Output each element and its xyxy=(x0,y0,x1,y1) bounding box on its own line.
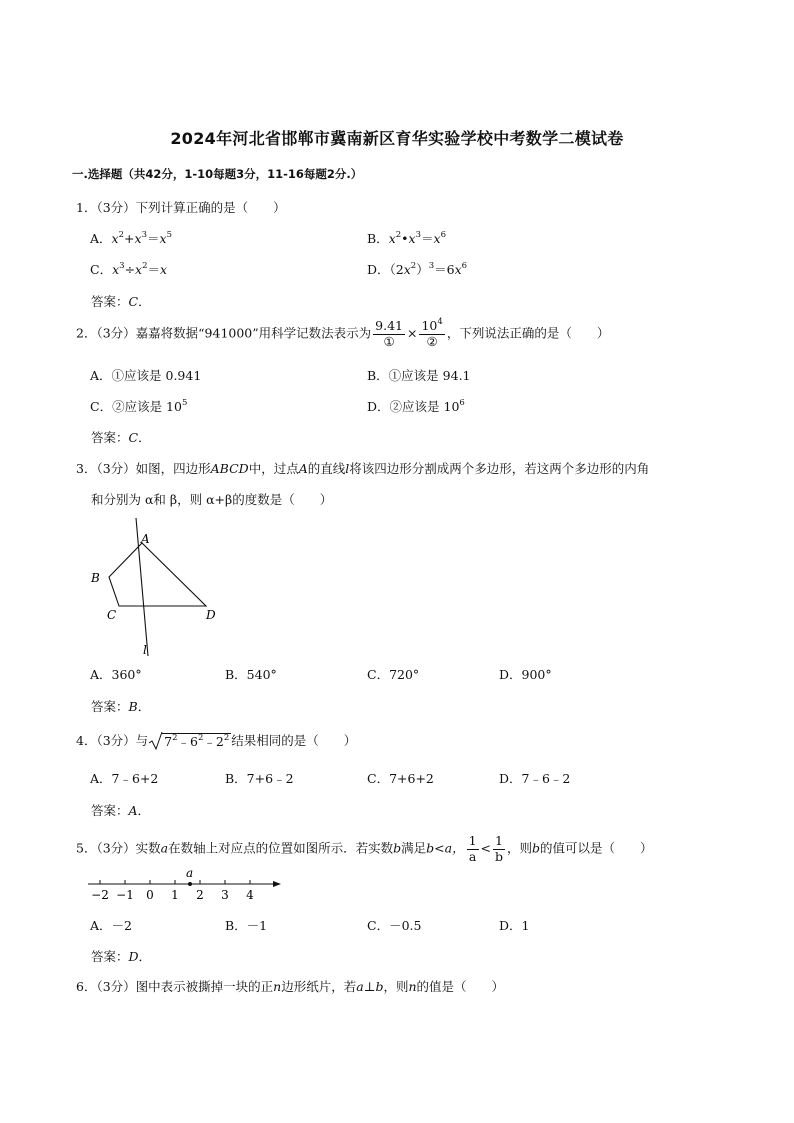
q1-answer: 答案：C． xyxy=(91,294,151,309)
q3-option-c: C．720° xyxy=(367,667,420,682)
fraction-10-power: $\frac{10^4}{\text{②}}$ xyxy=(421,317,443,349)
vertex-label-b: B xyxy=(91,571,100,585)
q1-option-a: A．$x^2+x^3=x^5$ xyxy=(90,230,172,246)
q4-answer: 答案：A． xyxy=(91,803,151,818)
q2-option-a: A．①应该是 0.941 xyxy=(90,368,202,383)
line-label-l: l xyxy=(143,643,147,657)
question-3-stem-line1: 3．（3分）如图，四边形ABCD中，过点A的直线l将该四边形分割成两个多边形，若这两个多边形的内角 xyxy=(76,461,650,476)
q4-option-c: C．7+6+2 xyxy=(367,771,434,786)
number-line-tick-label: 2 xyxy=(196,888,204,902)
question-1-stem: 1．（3分）下列计算正确的是（ ） xyxy=(76,200,286,215)
vertex-label-a: A xyxy=(141,532,150,546)
q4-option-a: A．7﹣6+2 xyxy=(90,771,159,786)
q1-option-b: B．$x^2•x^3=x^6$ xyxy=(367,230,447,246)
q1-option-d: D．$(2x^2)^3=6x^6$ xyxy=(367,261,468,277)
number-line-tick-label: 0 xyxy=(146,888,154,902)
question-3-stem-line2: 和分别为 α和 β，则 α+β的度数是（ ） xyxy=(91,492,333,507)
fraction-one-over-b: $\frac{1}{b}$ xyxy=(495,833,504,864)
number-line-tick-label: −2 xyxy=(91,888,109,902)
section-heading: 一.选择题（共42分，1-10每题3分，11-16每题2分.） xyxy=(72,167,363,181)
question-6-stem: 6．（3分）图中表示被撕掉一块的正n边形纸片，若a⊥b，则n的值是（ ） xyxy=(76,979,505,994)
number-line xyxy=(86,866,286,904)
point-a xyxy=(188,882,192,886)
fraction-one-over-a: $\frac{1}{a}$ xyxy=(468,833,477,864)
number-line-tick-label: −1 xyxy=(116,888,134,902)
q2-option-b: B．①应该是 94.1 xyxy=(367,368,471,383)
q5-option-a: A．－2 xyxy=(90,918,132,933)
q4-option-b: B．7+6﹣2 xyxy=(225,771,294,786)
number-line-tick-label: 3 xyxy=(221,888,229,902)
q3-option-a: A．360° xyxy=(90,667,142,682)
vertex-label-c: C xyxy=(107,608,117,622)
q5-option-c: C．－0.5 xyxy=(367,918,422,933)
q5-option-d: D．1 xyxy=(499,918,530,933)
fraction-9-41: $\frac{9.41}{\text{①}}$ xyxy=(375,318,403,349)
number-line-tick-label: 1 xyxy=(171,888,179,902)
q2-option-d: D．②应该是 $10^6$ xyxy=(367,398,465,414)
point-a-label: a xyxy=(186,866,194,880)
q5-option-b: B．－1 xyxy=(225,918,268,933)
q1-option-c: C．$x^3\div x^2=x$ xyxy=(90,261,168,277)
question-4-stem: 4．（3分）与 $7^2﹣6^2﹣2^2$ 结果相同的是（ ） xyxy=(76,733,357,749)
square-root-expression: $7^2﹣6^2﹣2^2$ xyxy=(148,733,231,750)
q3-answer: 答案：B． xyxy=(91,699,151,714)
quadrilateral-figure xyxy=(85,510,225,660)
q2-option-c: C．②应该是 $10^5$ xyxy=(90,398,188,414)
question-2-stem: 2．（3分）嘉嘉将数据“941000”用科学记数法表示为 $\frac{9.41}{\text{①}}$ × $\frac{10^4}{\text{②}}$ ，下列说法正确的是（ ） xyxy=(76,317,610,349)
q5-answer: 答案：D． xyxy=(91,949,152,964)
number-line-arrow xyxy=(273,881,281,887)
q3-option-b: B．540° xyxy=(225,667,277,682)
q2-answer: 答案：C． xyxy=(91,430,151,445)
number-line-tick-label: 4 xyxy=(246,888,254,902)
q4-option-d: D．7﹣6﹣2 xyxy=(499,771,571,786)
q3-option-d: D．900° xyxy=(499,667,552,682)
vertex-label-d: D xyxy=(206,608,216,622)
question-5-stem: 5．（3分）实数a在数轴上对应点的位置如图所示．若实数b满足b<a， $\frac{1}{a}$ < $\frac{1}{b}$ ，则b的值可以是（ ） xyxy=(76,833,653,864)
page-title: 2024年河北省邯郸市冀南新区育华实验学校中考数学二模试卷 xyxy=(170,129,624,148)
quadrilateral-abcd xyxy=(109,543,206,606)
